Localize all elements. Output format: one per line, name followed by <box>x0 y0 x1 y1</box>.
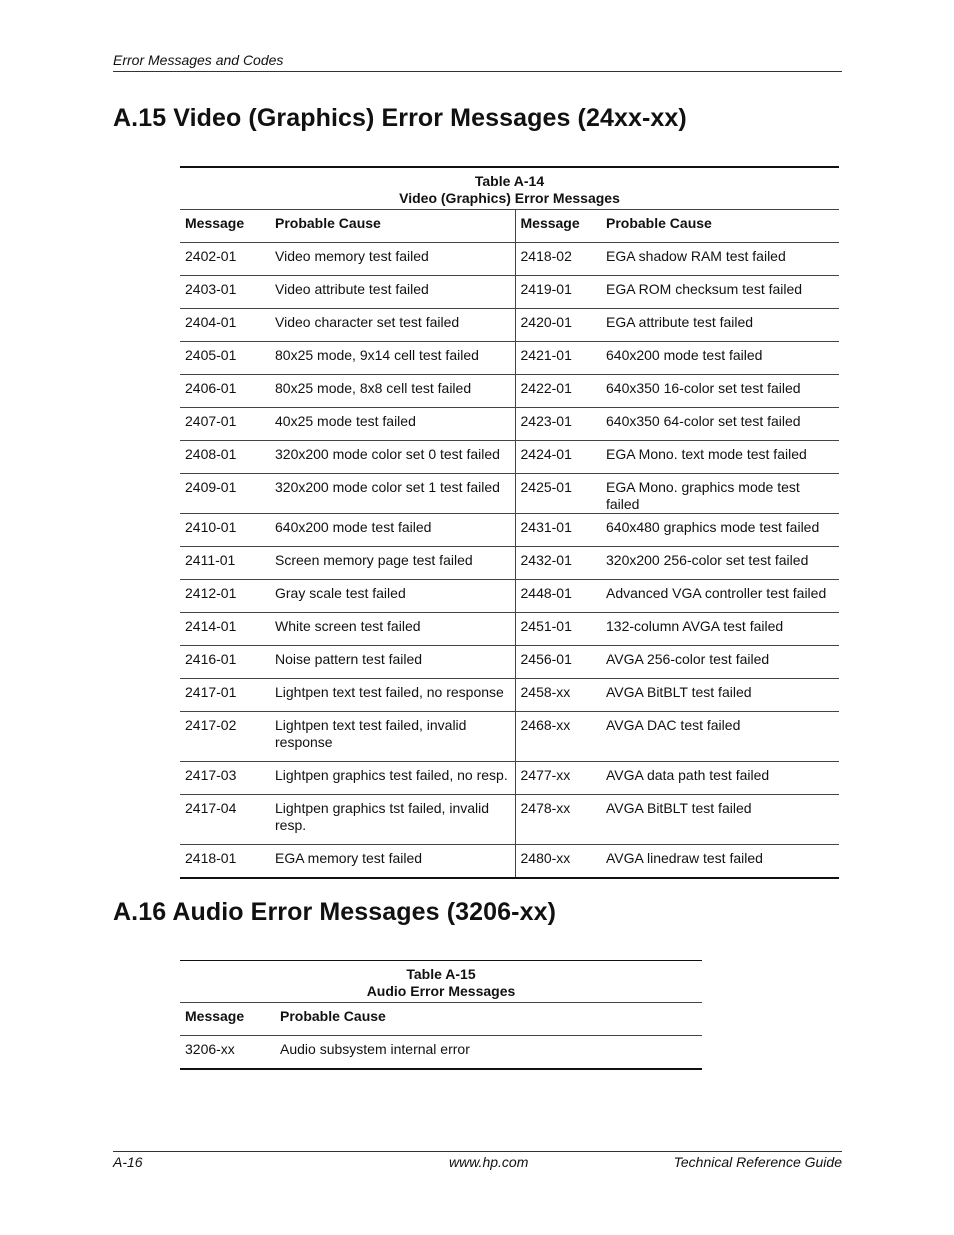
probable-cause-cell: EGA Mono. text mode test failed <box>601 441 839 474</box>
probable-cause-cell: Advanced VGA controller test failed <box>601 580 839 613</box>
probable-cause-cell: Audio subsystem internal error <box>280 1041 470 1057</box>
table-row <box>180 580 839 613</box>
probable-cause-cell: AVGA linedraw test failed <box>606 850 763 866</box>
error-code-cell: 2448-01 <box>515 580 601 613</box>
error-code-cell: 2406-01 <box>180 375 270 408</box>
table-caption <box>180 961 702 1003</box>
table-row <box>180 1036 702 1069</box>
table-caption-row <box>180 167 839 210</box>
table-row <box>180 845 839 878</box>
error-code-cell: 2421-01 <box>515 342 601 375</box>
error-code-cell: 2423-01 <box>515 408 601 441</box>
table-row <box>180 613 839 646</box>
error-code-cell: 2417-04 <box>180 795 270 845</box>
probable-cause-cell: Video attribute test failed <box>270 276 515 309</box>
table-label: Table A-14 <box>474 173 545 189</box>
section-heading-audio-errors: A.16 Audio Error Messages (3206-xx) <box>113 898 557 926</box>
table-row <box>180 762 839 795</box>
probable-cause-cell: 640x350 16-color set test failed <box>601 375 839 408</box>
table-row <box>180 441 839 474</box>
probable-cause-cell: EGA attribute test failed <box>601 309 839 342</box>
error-code-cell: 2418-01 <box>185 850 237 866</box>
column-header-cause: Probable Cause <box>270 210 515 243</box>
table-row <box>180 679 839 712</box>
running-header: Error Messages and Codes <box>113 52 284 68</box>
error-code-cell: 2422-01 <box>515 375 601 408</box>
error-code-cell: 2417-03 <box>180 762 270 795</box>
guide-title: Technical Reference Guide <box>673 1154 842 1170</box>
probable-cause-cell: 640x200 mode test failed <box>601 342 839 375</box>
table-row <box>180 795 839 845</box>
table-row <box>180 243 839 276</box>
probable-cause-cell: Lightpen graphics tst failed, invalid resp. <box>270 795 515 845</box>
error-code-cell: 2409-01 <box>180 474 270 514</box>
table-title: Video (Graphics) Error Messages <box>399 190 620 206</box>
error-code-cell: 2414-01 <box>180 613 270 646</box>
error-code-cell: 2418-02 <box>515 243 601 276</box>
probable-cause-cell: 640x200 mode test failed <box>270 514 515 547</box>
probable-cause-cell: 132-column AVGA test failed <box>601 613 839 646</box>
table-row <box>180 276 839 309</box>
table-row <box>180 712 839 762</box>
error-code-cell: 2416-01 <box>180 646 270 679</box>
error-code-cell: 2410-01 <box>180 514 270 547</box>
probable-cause-cell: 320x200 mode color set 0 test failed <box>270 441 515 474</box>
error-code-cell: 2478-xx <box>515 795 601 845</box>
table-row <box>180 547 839 580</box>
probable-cause-cell: 320x200 256-color set test failed <box>601 547 839 580</box>
footer-rule <box>113 1151 842 1152</box>
error-code-cell: 2451-01 <box>515 613 601 646</box>
probable-cause-cell: AVGA BitBLT test failed <box>601 795 839 845</box>
error-code-cell: 2424-01 <box>515 441 601 474</box>
error-code-cell: 2456-01 <box>515 646 601 679</box>
table-row <box>180 474 839 514</box>
probable-cause-cell: White screen test failed <box>270 613 515 646</box>
table-header-row <box>180 1003 702 1036</box>
table-title: Audio Error Messages <box>366 983 516 999</box>
probable-cause-cell: Lightpen text test failed, no response <box>270 679 515 712</box>
probable-cause-cell: 320x200 mode color set 1 test failed <box>270 474 515 514</box>
probable-cause-cell: EGA ROM checksum test failed <box>601 276 839 309</box>
error-code-cell: 2412-01 <box>180 580 270 613</box>
column-header-cause: Probable Cause <box>275 1003 702 1036</box>
probable-cause-cell: AVGA DAC test failed <box>601 712 839 762</box>
error-code-cell: 2458-xx <box>515 679 601 712</box>
error-code-cell: 2405-01 <box>180 342 270 375</box>
probable-cause-cell: EGA memory test failed <box>270 845 515 878</box>
audio-error-table <box>180 960 702 1070</box>
section-heading-video-errors: A.15 Video (Graphics) Error Messages (24xx-xx) <box>113 104 687 132</box>
error-code-cell: 2468-xx <box>515 712 601 762</box>
error-code-cell: 2480-xx <box>520 850 571 866</box>
error-code-cell: 2411-01 <box>180 547 270 580</box>
table-row <box>180 309 839 342</box>
error-code-cell: 2404-01 <box>180 309 270 342</box>
table-label: Table A-15 <box>406 966 476 982</box>
header-rule <box>113 71 842 72</box>
video-error-table <box>180 166 839 879</box>
probable-cause-cell: Gray scale test failed <box>270 580 515 613</box>
column-header-cause: Probable Cause <box>601 210 839 243</box>
error-code-cell: 2431-01 <box>515 514 601 547</box>
column-header-message: Message <box>515 210 601 243</box>
probable-cause-cell: 80x25 mode, 8x8 cell test failed <box>270 375 515 408</box>
footer-url: www.hp.com <box>449 1154 529 1170</box>
probable-cause-cell: 40x25 mode test failed <box>270 408 515 441</box>
probable-cause-cell: 640x480 graphics mode test failed <box>601 514 839 547</box>
probable-cause-cell: AVGA data path test failed <box>601 762 839 795</box>
table-row <box>180 375 839 408</box>
probable-cause-cell: 640x350 64-color set test failed <box>601 408 839 441</box>
table-body <box>180 243 839 878</box>
probable-cause-cell: Video memory test failed <box>270 243 515 276</box>
column-header-message: Message <box>180 210 270 243</box>
table-caption-row <box>180 961 702 1003</box>
page-number: A-16 <box>113 1154 143 1170</box>
probable-cause-cell: EGA Mono. graphics mode test failed <box>601 474 839 514</box>
error-code-cell: 2432-01 <box>515 547 601 580</box>
error-code-cell: 2402-01 <box>180 243 270 276</box>
error-code-cell: 2403-01 <box>180 276 270 309</box>
probable-cause-cell: AVGA 256-color test failed <box>601 646 839 679</box>
table-row <box>180 342 839 375</box>
probable-cause-cell: AVGA BitBLT test failed <box>601 679 839 712</box>
table-caption <box>180 167 839 210</box>
error-code-cell: 2417-01 <box>180 679 270 712</box>
probable-cause-cell: Noise pattern test failed <box>270 646 515 679</box>
error-code-cell: 2419-01 <box>515 276 601 309</box>
table-row <box>180 514 839 547</box>
error-code-cell: 2425-01 <box>515 474 601 514</box>
error-code-cell: 2417-02 <box>180 712 270 762</box>
error-code-cell: 2408-01 <box>180 441 270 474</box>
error-code-cell: 2477-xx <box>515 762 601 795</box>
error-code-cell: 2407-01 <box>180 408 270 441</box>
error-code-cell: 3206-xx <box>185 1041 235 1057</box>
probable-cause-cell: Lightpen graphics test failed, no resp. <box>270 762 515 795</box>
table-header-row <box>180 210 839 243</box>
probable-cause-cell: 80x25 mode, 9x14 cell test failed <box>270 342 515 375</box>
table-body <box>180 1036 702 1069</box>
probable-cause-cell: Screen memory page test failed <box>270 547 515 580</box>
probable-cause-cell: Video character set test failed <box>270 309 515 342</box>
column-header-message: Message <box>180 1003 275 1036</box>
probable-cause-cell: EGA shadow RAM test failed <box>601 243 839 276</box>
error-code-cell: 2420-01 <box>515 309 601 342</box>
probable-cause-cell: Lightpen text test failed, invalid response <box>270 712 515 762</box>
table-row <box>180 408 839 441</box>
table-row <box>180 646 839 679</box>
